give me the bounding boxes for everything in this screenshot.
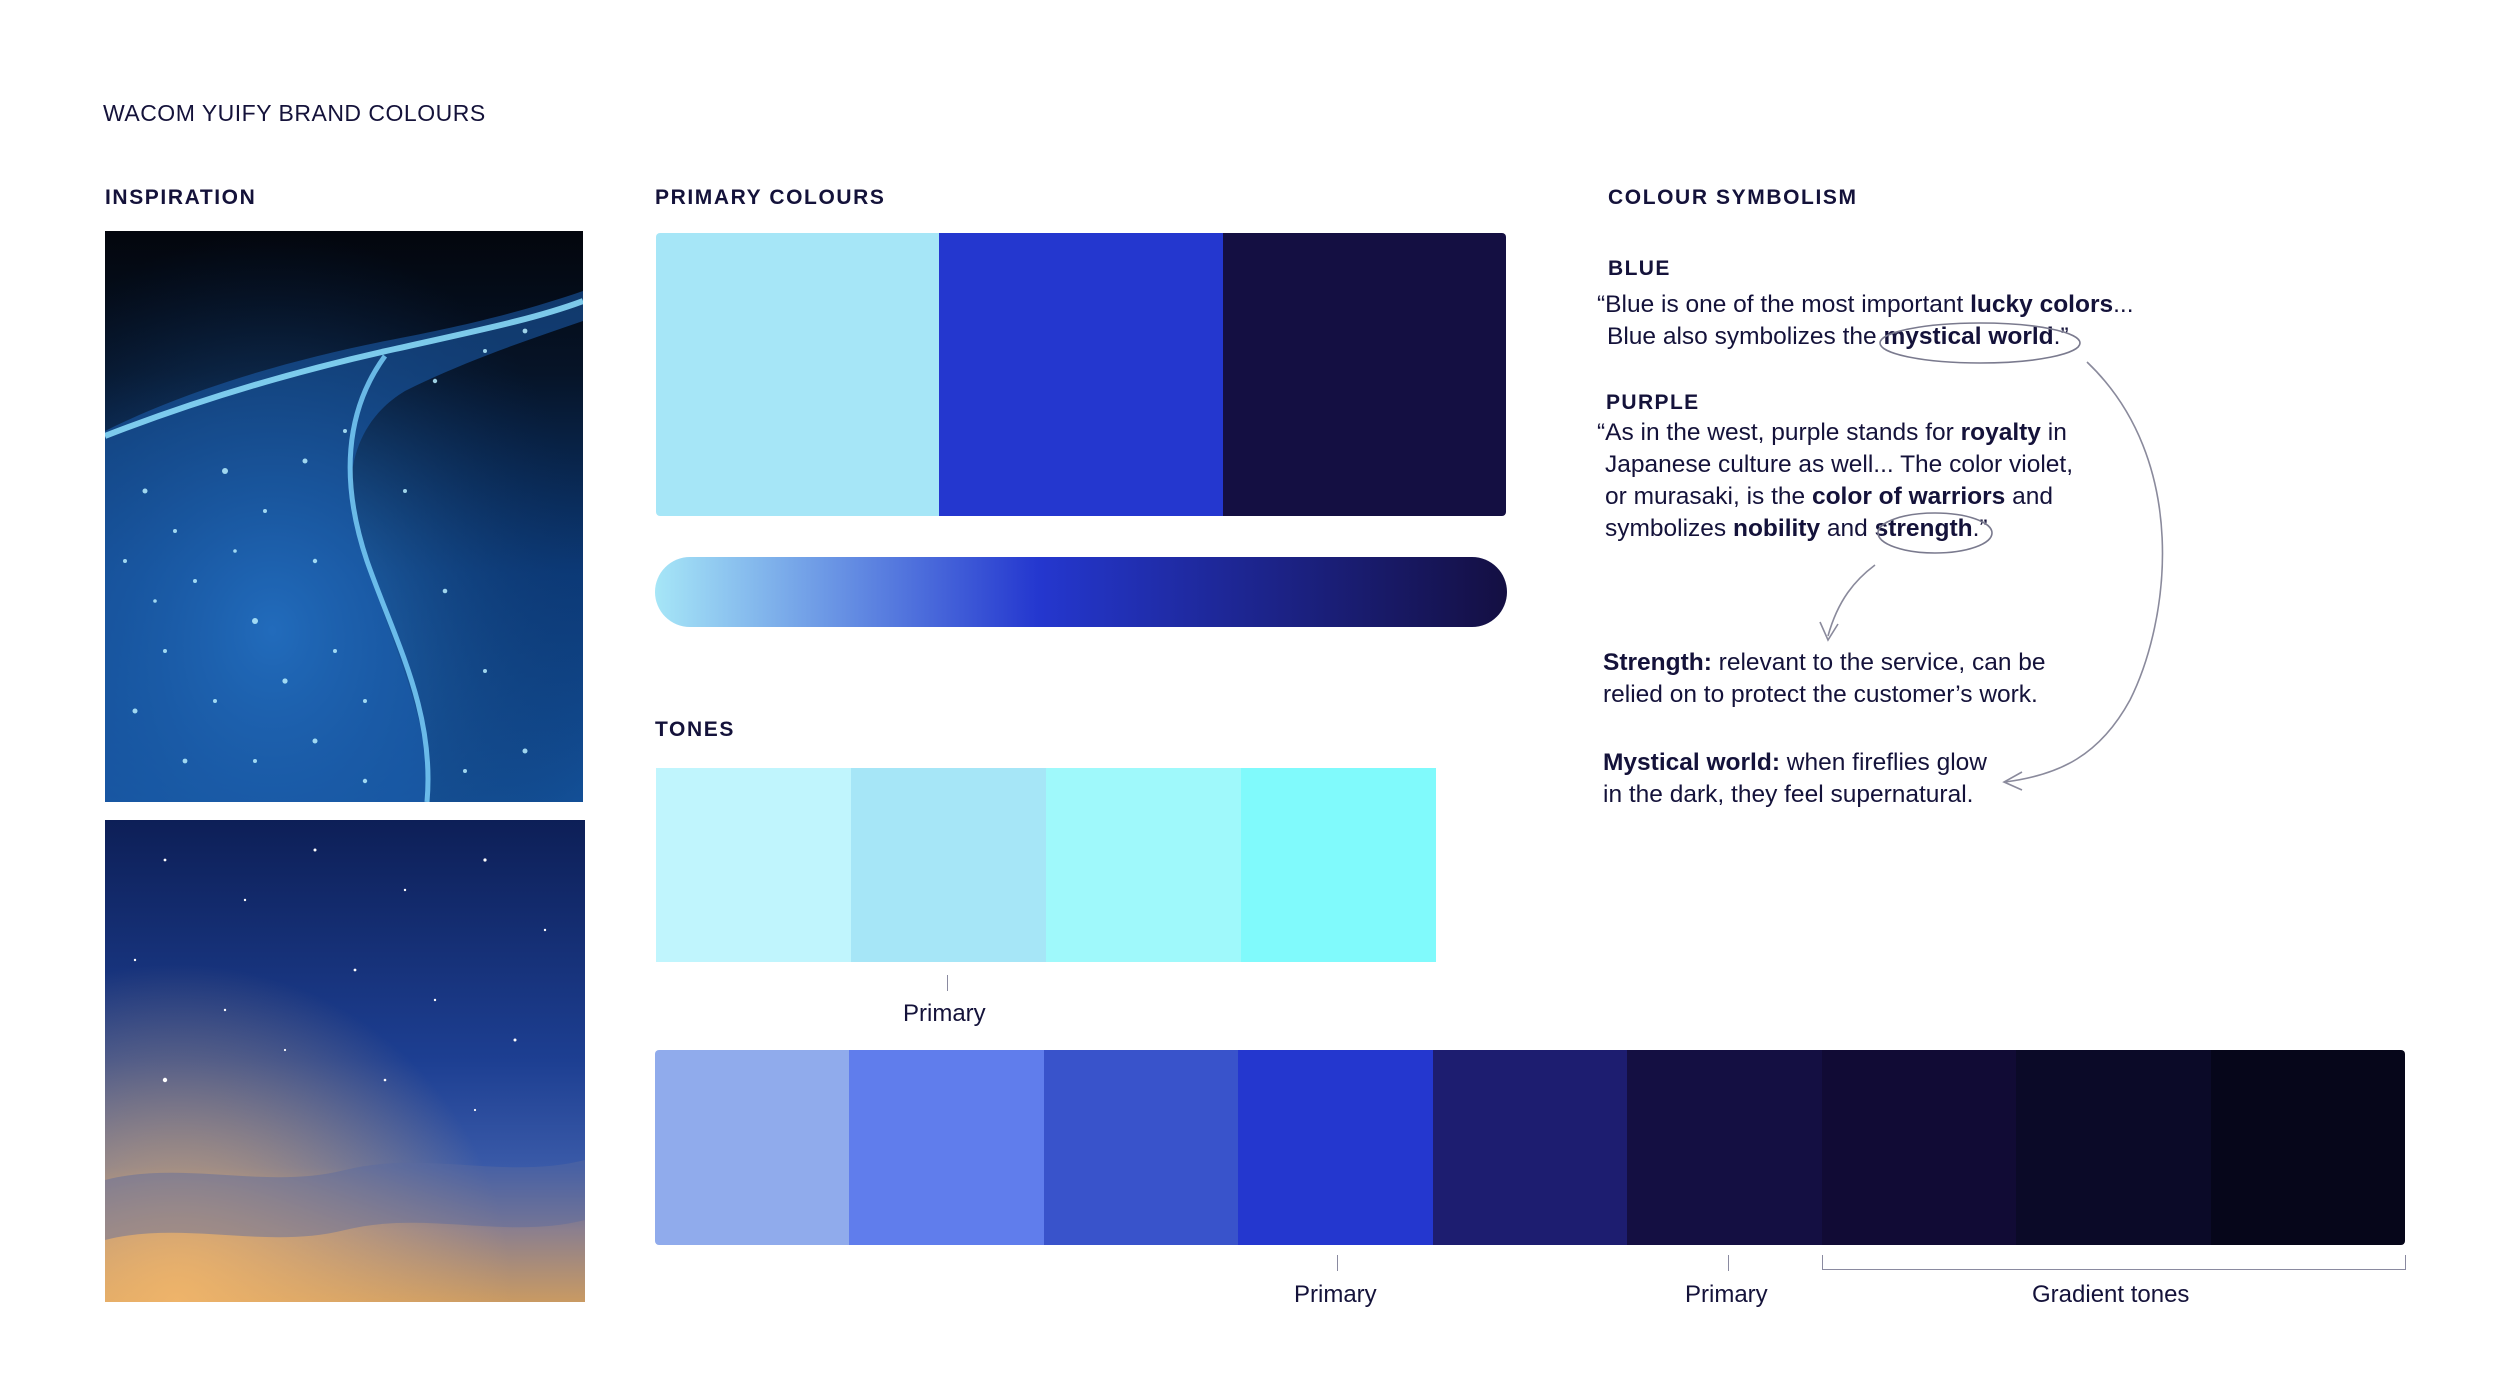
blue-quote-line-2: Blue also symbolizes the mystical world.” — [1607, 323, 2069, 350]
symbolism-purple-heading: PURPLE — [1606, 391, 1700, 414]
mystical-arrowhead — [2004, 772, 2022, 790]
symbolism-blue-heading: BLUE — [1608, 257, 1671, 280]
symbolism-blue-quote — [1597, 289, 2134, 353]
shade-swatch — [1433, 1050, 1627, 1245]
strength-arrowhead — [1820, 622, 1838, 640]
tone-swatch — [1046, 768, 1241, 962]
shade-swatch — [1627, 1050, 1821, 1245]
tones-primary-tick — [947, 975, 948, 991]
symbolism-purple-quote — [1597, 417, 2073, 545]
tone-swatch — [851, 768, 1046, 962]
shade-swatch — [655, 1050, 849, 1245]
primary-swatch-light-blue — [656, 233, 939, 516]
primary-colours-heading: PRIMARY COLOURS — [655, 186, 886, 209]
strength-note — [1603, 647, 2046, 711]
shade-swatch — [2016, 1050, 2210, 1245]
shade-swatch — [1238, 1050, 1432, 1245]
shade-swatch — [849, 1050, 1043, 1245]
mystical-note-line-1: Mystical world: when fireflies glow — [1603, 749, 1987, 776]
bioluminescent-shore-image — [105, 231, 583, 802]
shades-primary-tick-1 — [1337, 1255, 1338, 1271]
strength-note-line-1: Strength: relevant to the service, can be — [1603, 649, 2046, 676]
tone-swatch — [656, 768, 851, 962]
blue-quote-line-1: “Blue is one of the most important lucky colors... — [1597, 291, 2134, 318]
purple-quote-line-2: Japanese culture as well... The color violet, — [1605, 451, 2074, 478]
tone-swatch — [1241, 768, 1436, 962]
tones-heading: TONES — [655, 718, 735, 741]
night-sky-image — [105, 820, 585, 1302]
primary-gradient-bar — [655, 557, 1507, 627]
colour-symbolism-heading: COLOUR SYMBOLISM — [1608, 186, 1858, 209]
gradient-tones-bracket — [1822, 1255, 2406, 1270]
shades-primary-tick-2 — [1728, 1255, 1729, 1271]
primary-colour-swatches — [656, 233, 1506, 516]
page-title: WACOM YUIFY BRAND COLOURS — [103, 100, 486, 126]
purple-quote-line-4: symbolizes nobility and strength.” — [1605, 515, 1988, 542]
gradient-tones-caption: Gradient tones — [2032, 1281, 2190, 1308]
tones-primary-caption: Primary — [903, 1000, 986, 1027]
light-tones-swatches — [656, 768, 1436, 962]
purple-quote-line-3: or murasaki, is the color of warriors and — [1605, 483, 2053, 510]
strength-note-line-2: relied on to protect the customer’s work. — [1603, 681, 2038, 708]
mystical-note-line-2: in the dark, they feel supernatural. — [1603, 781, 1974, 808]
shade-swatch — [2211, 1050, 2405, 1245]
mystical-world-note — [1603, 747, 1987, 811]
dark-tones-swatches — [655, 1050, 2405, 1245]
primary-swatch-dark-purple — [1223, 233, 1506, 516]
strength-arrow — [1828, 565, 1875, 636]
inspiration-heading: INSPIRATION — [105, 186, 257, 209]
shade-swatch — [1822, 1050, 2016, 1245]
shades-primary-caption-1: Primary — [1294, 1281, 1377, 1308]
purple-quote-line-1: “As in the west, purple stands for royalty in — [1597, 419, 2067, 446]
shade-swatch — [1044, 1050, 1238, 1245]
primary-swatch-blue — [939, 233, 1222, 516]
shades-primary-caption-2: Primary — [1685, 1281, 1768, 1308]
